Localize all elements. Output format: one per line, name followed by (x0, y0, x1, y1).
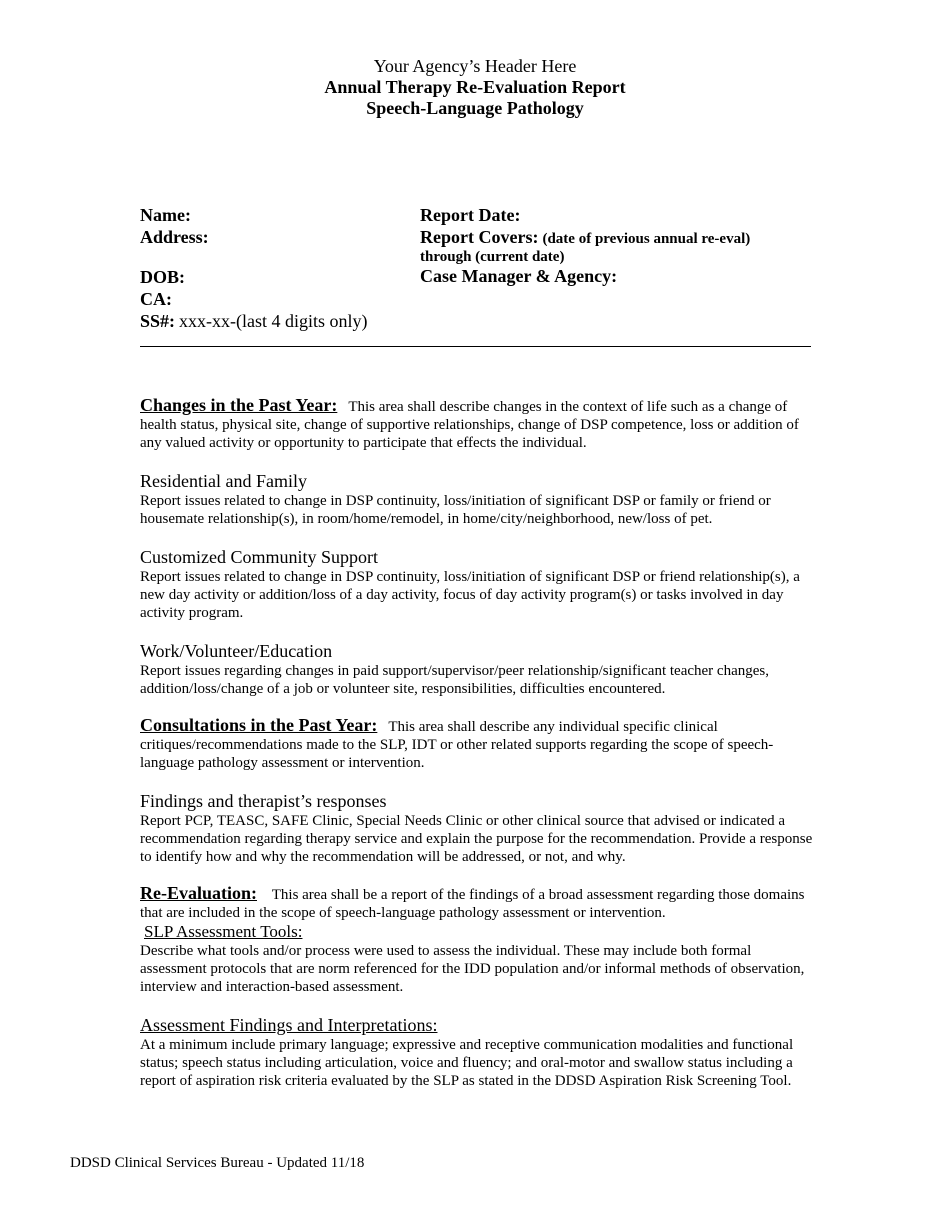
slp-tools-heading: SLP Assessment Tools: (144, 922, 303, 941)
work-text: Report issues regarding changes in paid support/supervisor/peer relationship/significant teacher changes, addition/loss/change of a job or volunteer site, responsibilities, difficulties encountered. (140, 663, 769, 697)
reeval-section (140, 884, 820, 996)
case-manager-label: Case Manager & Agency: (420, 266, 618, 286)
client-info-left (140, 205, 410, 332)
changes-text: This area shall describe changes in the context of life such as a change of health status, physical site, change of supportive relationships, change of DSP competence, loss or addition of any valued activity or opportunity to participate that effects the individual. (140, 399, 799, 451)
community-text: Report issues related to change in DSP continuity, loss/initiation of significant DSP or friend relationship(s), a new day activity or addition/loss of a day activity, focus of day activity program(s) or tasks involved in day activity program. (140, 569, 800, 621)
report-date-label: Report Date: (420, 205, 521, 225)
residential-heading: Residential and Family (140, 471, 307, 491)
report-covers-note-2: through (current date) (420, 249, 565, 265)
name-label: Name: (140, 205, 191, 225)
reeval-text: This area shall be a report of the findings of a broad assessment regarding those domains that are included in the scope of speech-language pathology assessment or intervention. (140, 887, 805, 921)
ca-label: CA: (140, 289, 172, 309)
report-subtitle: Speech-Language Pathology (366, 98, 584, 118)
page-footer: DDSD Clinical Services Bureau - Updated 11/18 (70, 1155, 365, 1171)
report-covers-note: (date of previous annual re-eval) (542, 231, 751, 247)
assessment-section (140, 1014, 820, 1090)
community-section (140, 546, 820, 622)
ss-value: xxx-xx-(last 4 digits only) (179, 311, 368, 331)
reeval-heading: Re-Evaluation: (140, 883, 257, 903)
findings-heading: Findings and therapist’s responses (140, 791, 387, 811)
header-divider (140, 346, 811, 347)
consultations-heading: Consultations in the Past Year: (140, 715, 378, 735)
consultations-section (140, 716, 820, 772)
address-label: Address: (140, 227, 209, 247)
ss-label: SS#: (140, 311, 176, 331)
work-section (140, 640, 820, 698)
residential-text: Report issues related to change in DSP continuity, loss/initiation of significant DSP or family or friend or housemate relationship(s), in room/home/remodel, in home/city/neighborhood, new/loss of pet. (140, 493, 771, 527)
report-title: Annual Therapy Re-Evaluation Report (324, 77, 626, 97)
report-covers-label: Report Covers: (420, 227, 539, 247)
community-heading: Customized Community Support (140, 547, 379, 567)
agency-header: Your Agency’s Header Here (373, 56, 577, 76)
report-covers-row (420, 227, 820, 248)
report-body (140, 396, 820, 1108)
client-info-right (420, 205, 820, 287)
residential-section (140, 470, 820, 528)
changes-heading: Changes in the Past Year: (140, 395, 338, 415)
findings-text: Report PCP, TEASC, SAFE Clinic, Special Needs Clinic or other clinical source that advised or indicated a recommendation regarding therapy service and explain the purpose for the recommendation. Provide a response to identify how and why the recommendation will be addressed, or not, and why. (140, 813, 813, 865)
document-header (0, 56, 950, 119)
ss-row (140, 311, 410, 332)
consultations-text: This area shall describe any individual specific clinical critiques/recommendations made to the SLP, IDT or other related supports regarding the scope of speech-language pathology assessment or intervention. (140, 719, 774, 771)
work-heading: Work/Volunteer/Education (140, 641, 333, 661)
slp-tools-text: Describe what tools and/or process were used to assess the individual. These may include both formal assessment protocols that are norm referenced for the IDD population and/or informal methods of observation, interview and interaction-based assessment. (140, 943, 805, 995)
assessment-text: At a minimum include primary language; expressive and receptive communication modalities and functional status; speech status including articulation, voice and fluency; and oral-motor and swallow status including a report of aspiration risk criteria evaluated by the SLP as stated in the DDSD Aspiration Risk Screening Tool. (140, 1037, 794, 1089)
dob-label: DOB: (140, 267, 185, 287)
findings-section (140, 790, 820, 866)
changes-section (140, 396, 820, 452)
assessment-heading: Assessment Findings and Interpretations: (140, 1015, 438, 1035)
client-info-block (140, 205, 820, 340)
